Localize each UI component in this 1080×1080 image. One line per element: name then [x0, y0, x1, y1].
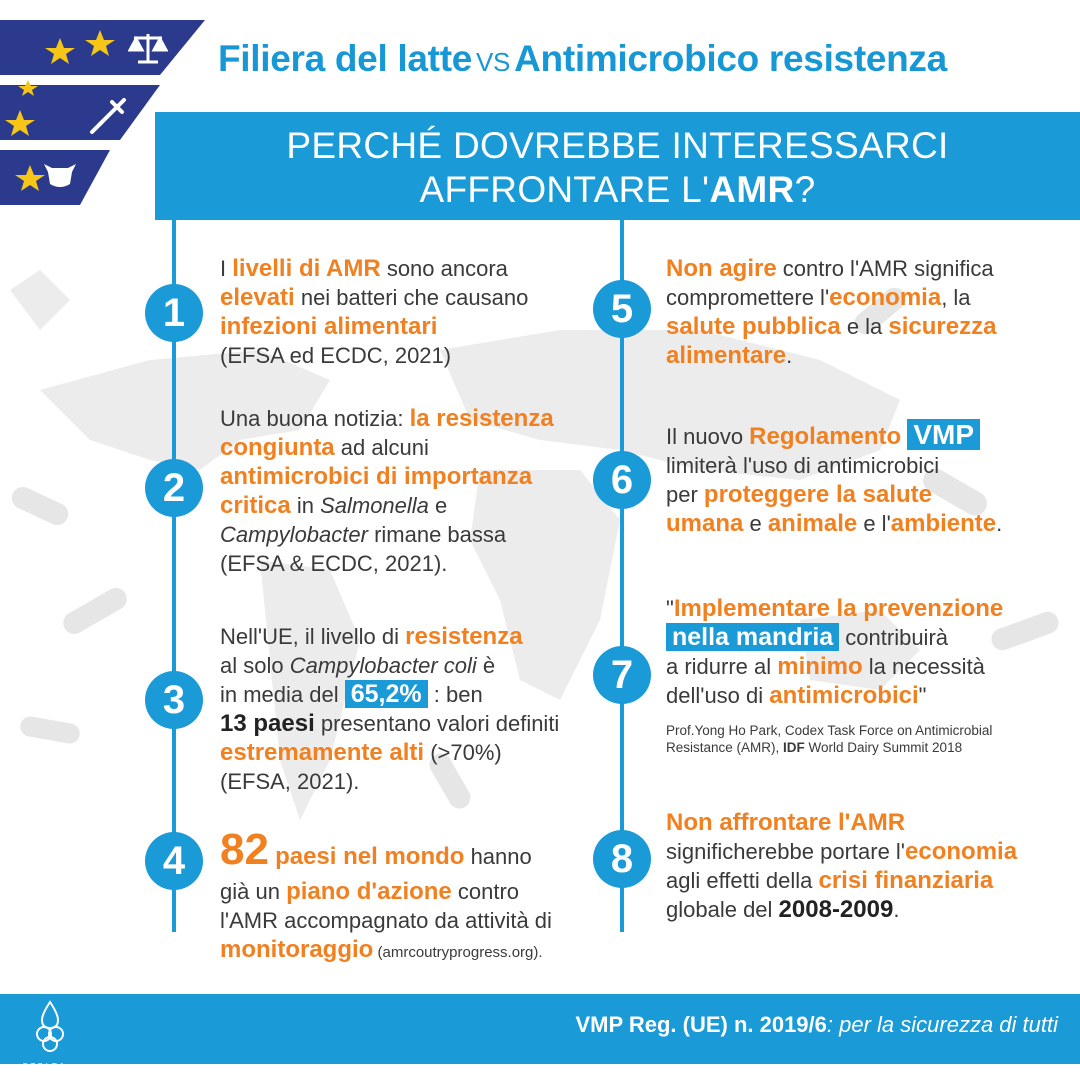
text-span: minimo — [777, 653, 863, 680]
text-span: livelli di AMR — [232, 255, 381, 282]
text-span: e la — [840, 314, 889, 339]
text-span: Prof.Yong Ho Park, Codex Task Force on Antimicrobial — [666, 723, 993, 738]
text-span: a ridurre al — [666, 654, 778, 679]
text-span: I — [220, 256, 233, 281]
text-span: al solo — [220, 653, 290, 678]
text-span: ambiente — [890, 510, 997, 537]
footer-tagline: : per la sicurezza di tutti — [826, 1012, 1058, 1037]
text-span: compromettere l' — [666, 285, 830, 310]
item-3-text — [220, 622, 620, 796]
text-span: (>70%) — [424, 740, 502, 765]
text-span: contribuirà — [839, 625, 949, 650]
item-2-text — [220, 404, 610, 578]
text-span: , la — [941, 285, 971, 310]
footer-text — [575, 1012, 1058, 1038]
text-span: monitoraggio — [220, 936, 374, 963]
banner-line2 — [155, 168, 1080, 212]
text-span: Non agire — [666, 255, 777, 282]
text-span: piano d'azione — [286, 878, 452, 905]
title-vs: VS — [476, 47, 511, 77]
text-span: e l' — [857, 511, 891, 536]
text-span: sono ancora — [380, 256, 508, 281]
text-span: e — [743, 511, 768, 536]
text-span: economia — [829, 284, 942, 311]
item-number-1: 1 — [145, 284, 203, 342]
logo-text: OZOLEA — [22, 1062, 67, 1071]
text-span: Salmonella — [320, 493, 429, 518]
text-span: infezioni alimentari — [220, 313, 438, 340]
text-span: Campylobacter — [220, 522, 368, 547]
text-span: " — [666, 596, 674, 621]
text-span: alimentare — [666, 342, 787, 369]
text-span: Non affrontare l'AMR — [666, 809, 906, 836]
title-part1: Filiera del latte — [218, 38, 472, 79]
text-span: e — [428, 493, 448, 518]
text-span: Una buona notizia: — [220, 406, 410, 431]
text-span: hanno — [464, 844, 532, 869]
banner-line1: PERCHÉ DOVREBBE INTERESSARCI — [286, 125, 949, 166]
highlight-mandria: nella mandria — [666, 623, 839, 651]
item-number-7: 7 — [593, 646, 651, 704]
item-number-4: 4 — [145, 832, 203, 890]
item-8-text — [666, 808, 1076, 924]
item-number-3: 3 — [145, 671, 203, 729]
banner-line2-suffix: ? — [794, 169, 816, 210]
text-span: l'AMR accompagnato da attività di — [220, 908, 552, 933]
text-span: World Dairy Summit 2018 — [804, 740, 963, 755]
text-span: estremamente alti — [220, 739, 425, 766]
item-number-6: 6 — [593, 451, 651, 509]
text-span: è — [476, 653, 496, 678]
text-span: dell'uso di — [666, 683, 770, 708]
text-span: IDF — [783, 740, 805, 755]
footer-regulation: VMP Reg. (UE) n. 2019/6 — [575, 1012, 827, 1037]
item-number-2: 2 — [145, 459, 203, 517]
banner-line2-prefix: AFFRONTARE L' — [419, 169, 710, 210]
text-span: già un — [220, 879, 287, 904]
text-span: antimicrobici di importanza — [220, 463, 533, 490]
text-span: la necessità — [862, 654, 985, 679]
text-span: animale — [767, 510, 858, 537]
text-span: 13 paesi — [220, 710, 315, 737]
text-span: 82 — [220, 825, 269, 874]
text-span: Nell'UE, il livello di — [220, 624, 406, 649]
text-span: sicurezza — [888, 313, 997, 340]
text-span: : ben — [427, 682, 483, 707]
item-4-text — [220, 825, 615, 967]
text-span: ad alcuni — [334, 435, 429, 460]
text-span: (EFSA & ECDC, 2021). — [220, 551, 448, 576]
text-span: proteggere la salute — [703, 481, 932, 508]
quote-citation — [666, 722, 1066, 756]
text-span: contro l'AMR significa — [776, 256, 994, 281]
text-span: significherebbe portare l' — [666, 839, 906, 864]
text-span: contro — [451, 879, 520, 904]
text-span: Implementare la prevenzione — [673, 595, 1004, 622]
text-span: salute pubblica — [666, 313, 841, 340]
item-5-text — [666, 254, 1076, 370]
syringe-icon — [88, 96, 128, 141]
banner-line2-bold: AMR — [709, 169, 795, 210]
text-span: (EFSA, 2021). — [220, 769, 360, 794]
item-7-text — [666, 594, 1076, 710]
item-number-8: 8 — [593, 830, 651, 888]
ozolea-logo — [18, 998, 82, 1060]
text-span: umana — [666, 510, 744, 537]
item-6-text — [666, 420, 1076, 538]
text-span: . — [893, 897, 900, 922]
text-span: paesi nel mondo — [275, 843, 465, 870]
highlight-vmp: VMP — [907, 419, 980, 450]
cow-icon — [42, 158, 78, 195]
text-span: elevati — [220, 284, 295, 311]
title-part2: Antimicrobico resistenza — [514, 38, 947, 79]
text-span: per — [666, 482, 704, 507]
text-span: (EFSA ed ECDC, 2021) — [220, 343, 452, 368]
text-span: Regolamento — [749, 423, 902, 450]
text-span: rimane bassa — [367, 522, 507, 547]
highlight-65-percent: 65,2% — [345, 680, 428, 708]
text-span: antimicrobici — [769, 682, 919, 709]
text-span: . — [996, 511, 1003, 536]
text-span: " — [918, 683, 927, 708]
text-span: in media del — [220, 682, 345, 707]
text-span: Il nuovo — [666, 424, 750, 449]
text-span: crisi finanziaria — [818, 867, 994, 894]
text-span: agli effetti della — [666, 868, 819, 893]
item-1-text — [220, 254, 600, 370]
text-span: resistenza — [405, 623, 523, 650]
text-span: economia — [905, 838, 1018, 865]
text-span: congiunta — [220, 434, 335, 461]
text-span: (amrcoutryprogress.org). — [373, 944, 543, 961]
scales-icon — [128, 30, 168, 71]
question-banner — [155, 112, 1080, 220]
text-span: critica — [220, 492, 291, 519]
text-span: presentano valori definiti — [314, 711, 560, 736]
text-span: limiterà l'uso di antimicrobici — [666, 453, 940, 478]
text-span: globale del — [666, 897, 779, 922]
text-span: la resistenza — [409, 405, 554, 432]
text-span: . — [786, 343, 793, 368]
text-span: nei batteri che causano — [294, 285, 529, 310]
text-span: Campylobacter coli — [289, 653, 477, 678]
text-span: Resistance (AMR), — [666, 740, 784, 755]
text-span: in — [290, 493, 321, 518]
text-span: 2008-2009 — [778, 896, 894, 923]
item-number-5: 5 — [593, 280, 651, 338]
page-title — [218, 38, 1068, 80]
